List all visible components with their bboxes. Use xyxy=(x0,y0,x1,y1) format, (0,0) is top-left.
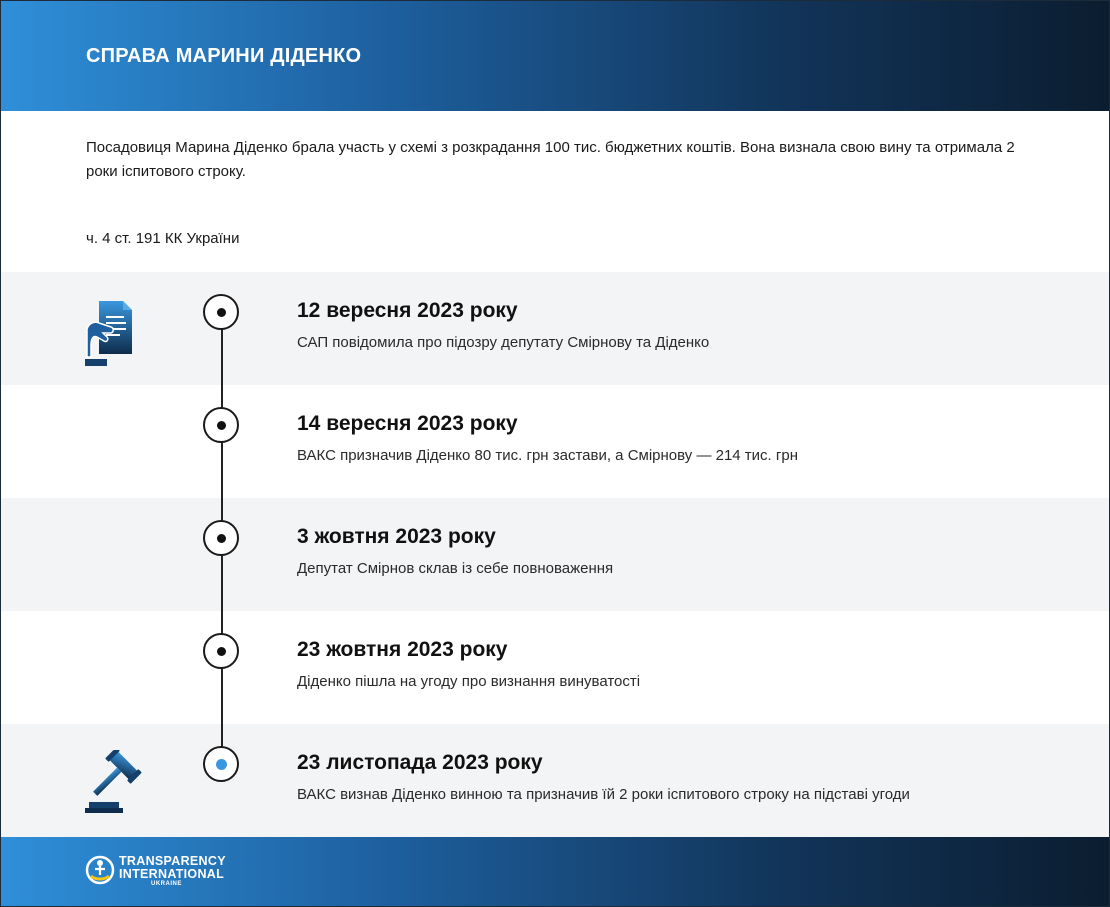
gavel-icon xyxy=(85,750,149,814)
timeline-description: ВАКС призначив Діденко 80 тис. грн застави, а Смірнову — 214 тис. грн xyxy=(297,447,798,464)
page-title: СПРАВА МАРИНИ ДІДЕНКО xyxy=(86,45,362,67)
timeline-marker xyxy=(203,407,239,443)
document-hand-icon xyxy=(85,299,135,369)
legal-article: ч. 4 ст. 191 КК України xyxy=(86,230,240,247)
timeline-item xyxy=(1,724,1109,837)
timeline-marker-final xyxy=(203,746,239,782)
timeline-item xyxy=(1,498,1109,611)
header-banner xyxy=(1,1,1109,111)
footer-banner xyxy=(1,837,1109,906)
timeline-item xyxy=(1,385,1109,498)
case-summary: Посадовиця Марина Діденко брала участь у схемі з розкрадання 100 тис. бюджетних коштів. Вона визнала свою вину та отримала 2 роки іспитового строку. xyxy=(86,139,1015,180)
logo-line-1: TRANSPARENCY xyxy=(119,854,226,868)
timeline-date: 23 жовтня 2023 року xyxy=(297,638,508,661)
timeline-description: САП повідомила про підозру депутату Смірнову та Діденко xyxy=(297,334,710,351)
logo-line-2: INTERNATIONAL xyxy=(119,867,225,881)
timeline-marker xyxy=(203,520,239,556)
timeline-item xyxy=(1,272,1109,385)
timeline-marker xyxy=(203,633,239,669)
timeline-item xyxy=(1,611,1109,724)
ti-globe-icon xyxy=(85,854,115,886)
timeline-date: 3 жовтня 2023 року xyxy=(297,525,496,548)
transparency-international-logo xyxy=(85,854,265,890)
timeline xyxy=(1,272,1109,837)
logo-line-3: UKRAINE xyxy=(151,881,182,887)
timeline-date: 23 листопада 2023 року xyxy=(297,751,543,774)
timeline-description: Депутат Смірнов склав із себе повноваження xyxy=(297,560,614,577)
timeline-description: Діденко пішла на угоду про визнання винуватості xyxy=(297,673,641,690)
timeline-date: 14 вересня 2023 року xyxy=(297,412,518,435)
timeline-marker xyxy=(203,294,239,330)
timeline-date: 12 вересня 2023 року xyxy=(297,299,518,322)
logo-text xyxy=(119,855,226,888)
timeline-description: ВАКС визнав Діденко винною та призначив їй 2 роки іспитового строку на підставі угоди xyxy=(297,786,910,803)
